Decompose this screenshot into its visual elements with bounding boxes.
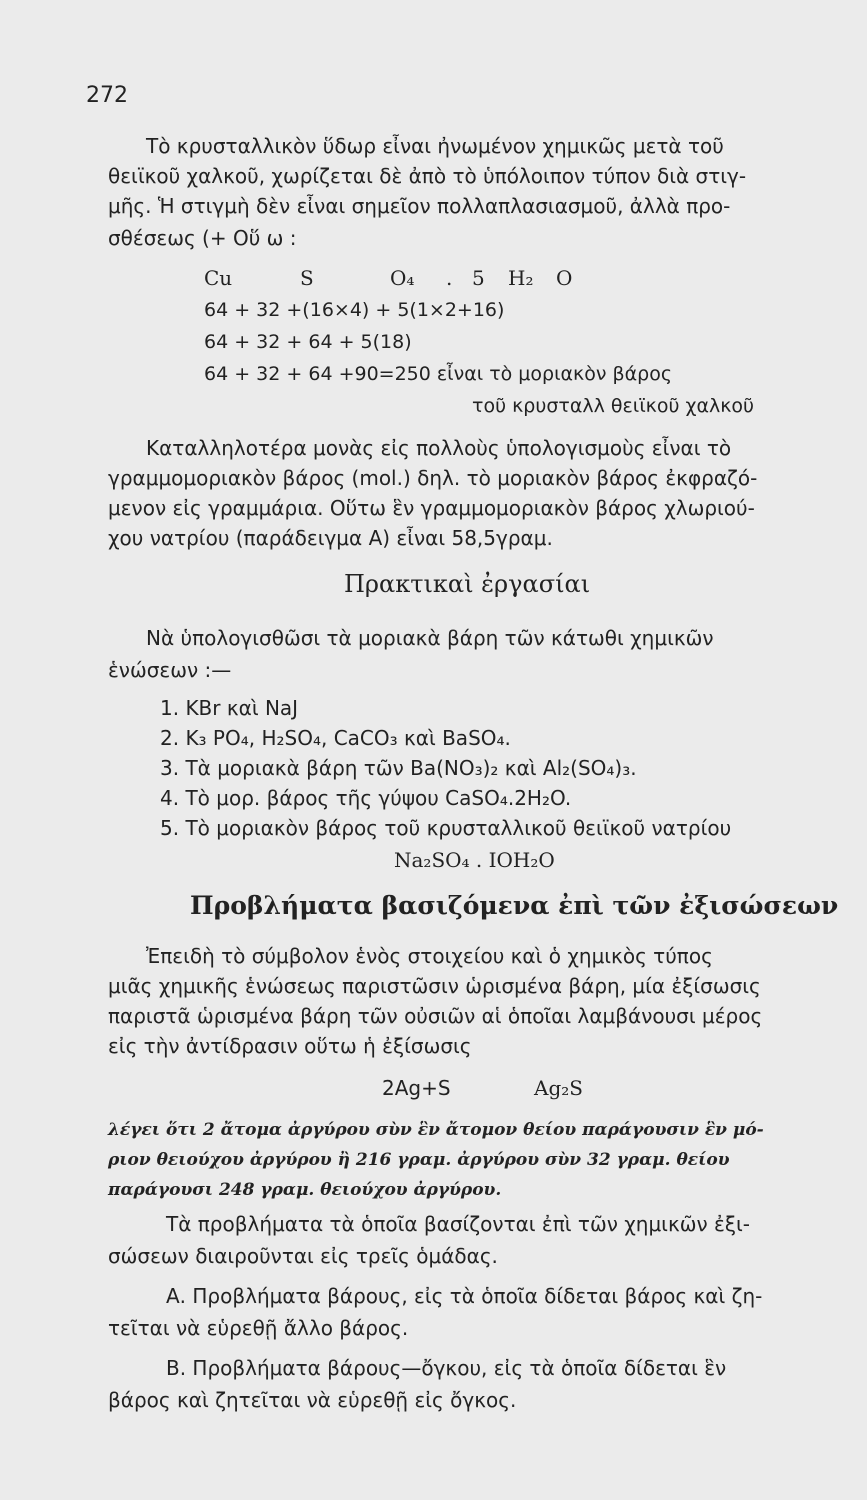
equation-right: Ag₂S: [534, 1076, 583, 1100]
group-b-line-2: βάρος καὶ ζητεῖται νὰ εὑρεθῇ εἰς ὄγκος.: [108, 1388, 517, 1412]
equation-left: 2Ag+S: [382, 1076, 451, 1100]
para2-line-1: Καταλληλοτέρα μονὰς εἰς πολλοὺς ὑπολογισμοὺς εἶναι τὸ: [146, 436, 732, 460]
exercise-item-2: 2. K₃ PO₄, H₂SO₄, CaCO₃ καὶ BaSO₄.: [160, 726, 511, 750]
page-number: 272: [86, 83, 128, 108]
formula-s: S: [300, 266, 314, 290]
intro-line-2: θειϊκοῦ χαλκοῦ, χωρίζεται δὲ ἀπὸ τὸ ὑπόλοιπον τύπον διὰ στιγ-: [108, 164, 747, 188]
para2-line-4: χου νατρίου (παράδειγμα Α) εἶναι 58,5γραμ.: [108, 526, 553, 550]
exercise-item-5: 5. Τὸ μοριακὸν βάρος τοῦ κρυσταλλικοῦ θειϊκοῦ νατρίου: [160, 816, 732, 840]
para3-line-4: εἰς τὴν ἀντίδρασιν οὕτω ἡ ἐξίσωσις: [108, 1034, 472, 1058]
para2-line-3: μενον εἰς γραμμάρια. Οὕτω ἓν γραμμομοριακὸν βάρος χλωριού-: [108, 496, 755, 520]
italic-line-2: ριον θειούχου ἀργύρου ἢ 216 γραμ. ἀργύρου σὺν 32 γραμ. θείου: [108, 1150, 730, 1170]
exercise-item-1: 1. KBr καὶ NaJ: [160, 696, 299, 720]
para4-line-1: Τὰ προβλήματα τὰ ὁποῖα βασίζονται ἐπὶ τῶν χημικῶν ἐξι-: [166, 1212, 750, 1236]
group-a-line-2: τεῖται νὰ εὑρεθῇ ἄλλο βάρος.: [108, 1316, 409, 1340]
exercise-item-4: 4. Τὸ μορ. βάρος τῆς γύψου CaSO₄.2H₂O.: [160, 786, 572, 810]
calc-line-4: τοῦ κρυσταλλ θειϊκοῦ χαλκοῦ: [472, 395, 755, 417]
formula-o4: O₄: [390, 266, 415, 290]
exercise-5-formula: Na₂SO₄ . IOH₂O: [394, 848, 555, 872]
intro-line-4: σθέσεως (+ Οὕ ω :: [108, 226, 297, 250]
para3-line-3: παριστᾶ ὡρισμένα βάρη τῶν οὐσιῶν αἱ ὁποῖαι λαμβάνουσι μέρος: [108, 1004, 763, 1028]
para2-line-2: γραμμομοριακὸν βάρος (mol.) δηλ. τὸ μοριακὸν βάρος ἐκφραζό-: [108, 466, 758, 490]
formula-cu: Cu: [204, 266, 233, 290]
exercise-intro-line-2: ἑνώσεων :—: [108, 658, 232, 682]
formula-o: O: [556, 266, 573, 290]
calc-line-3: 64 + 32 + 64 +90=250 εἶναι τὸ μοριακὸν βάρος: [204, 363, 672, 385]
intro-line-1: Τὸ κρυσταλλικὸν ὕδωρ εἶναι ἠνωμένον χημικῶς μετὰ τοῦ: [146, 134, 724, 158]
para4-line-2: σώσεων διαιροῦνται εἰς τρεῖς ὁμάδας.: [108, 1244, 498, 1268]
group-a-line-1: Α. Προβλήματα βάρους, εἰς τὰ ὁποῖα δίδεται βάρος καὶ ζη-: [166, 1284, 763, 1308]
para3-line-2: μιᾶς χημικῆς ἑνώσεως παριστῶσιν ὡρισμένα βάρη, μία ἐξίσωσις: [108, 974, 761, 998]
formula-5: 5: [472, 266, 485, 290]
section-title-practical: Πρακτικαὶ ἐργασίαι: [344, 570, 591, 598]
italic-line-1: λέγει ὅτι 2 ἄτομα ἀργύρου σὺν ἓν ἄτομον θείου παράγουσιν ἓν μό-: [108, 1120, 764, 1140]
formula-h2: H₂: [508, 266, 534, 290]
section-title-problems: Προβλήματα βασιζόμενα ἐπὶ τῶν ἐξισώσεων: [190, 891, 839, 920]
intro-line-3: μῆς. Ἡ στιγμὴ δὲν εἶναι σημεῖον πολλαπλασιασμοῦ, ἀλλὰ προ-: [108, 194, 731, 218]
calc-line-2: 64 + 32 + 64 + 5(18): [204, 331, 412, 353]
para3-line-1: Ἐπειδὴ τὸ σύμβολον ἑνὸς στοιχείου καὶ ὁ χημικὸς τύπος: [146, 944, 713, 968]
group-b-line-1: Β. Προβλήματα βάρους—ὄγκου, εἰς τὰ ὁποῖα δίδεται ἓν: [166, 1356, 727, 1380]
formula-dot: .: [446, 266, 453, 290]
italic-line-3: παράγουσι 248 γραμ. θειούχου ἀργύρου.: [108, 1180, 502, 1200]
exercise-item-3: 3. Τὰ μοριακὰ βάρη τῶν Ba(NO₃)₂ καὶ Al₂(SO₄)₃.: [160, 756, 637, 780]
calc-line-1: 64 + 32 +(16×4) + 5(1×2+16): [204, 299, 505, 321]
exercise-intro-line-1: Νὰ ὑπολογισθῶσι τὰ μοριακὰ βάρη τῶν κάτωθι χημικῶν: [146, 626, 714, 650]
